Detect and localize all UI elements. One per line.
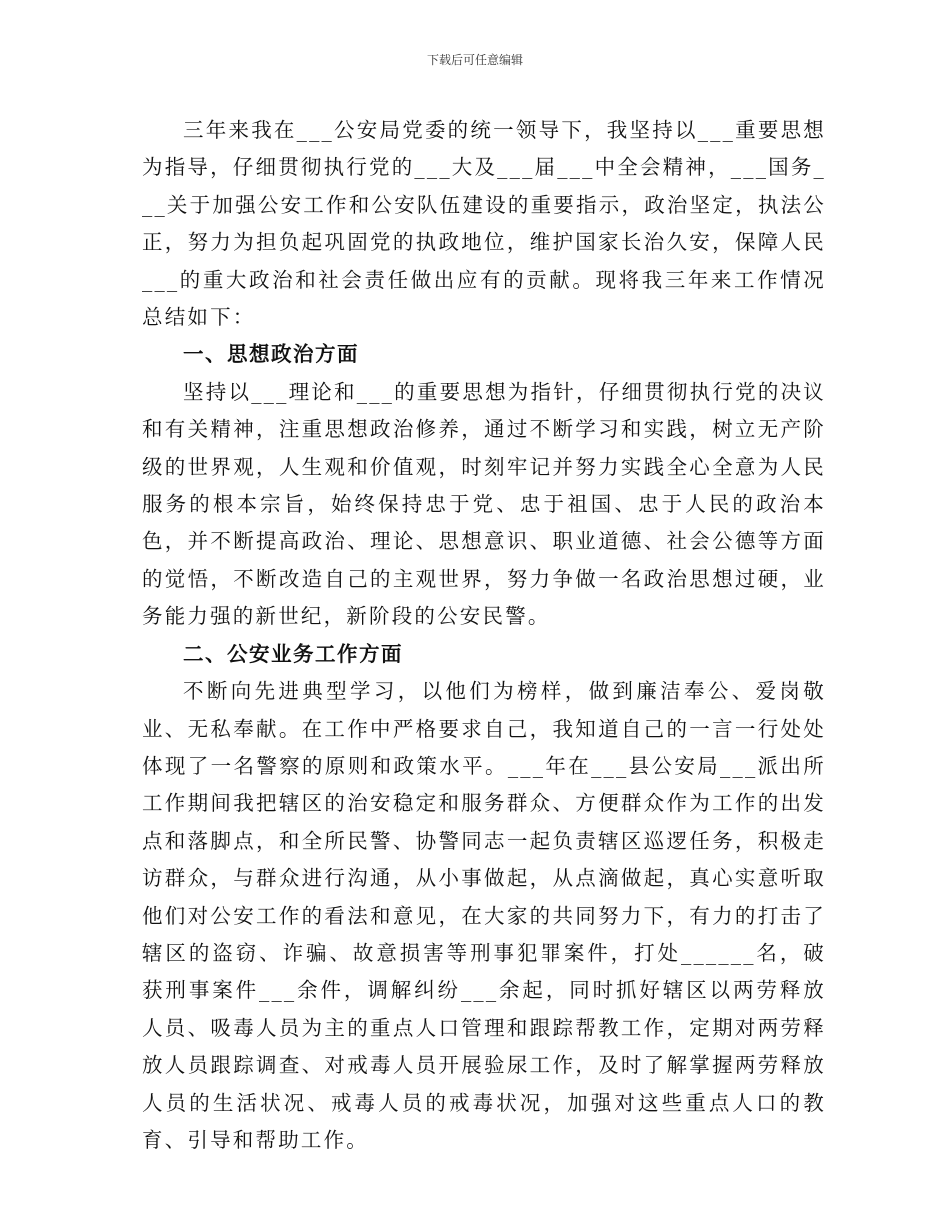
page-header: 下载后可任意编辑 bbox=[426, 53, 523, 67]
section-heading-police-work: 二、公安业务工作方面 bbox=[183, 641, 403, 666]
document-body bbox=[142, 112, 826, 1159]
section-paragraph-police-work: 不断向先进典型学习，以他们为榜样，做到廉洁奉公、爱岗敬业、无私奉献。在工作中严格要求自己，我知道自己的一言一行处处体现了一名警察的原则和政策水平。___年在___县公安局___派出所工作期间我把辖区的治安稳定和服务群众、方便群众作为工作的出发点和落脚点，和全所民警、协警同志一起负责辖区巡逻任务，积极走访群众，与群众进行沟通，从小事做起，从点滴做起，真心实意听取他们对公安工作的看法和意见，在大家的共同努力下，有力的打击了辖区的盗窃、诈骗、故意损害等刑事犯罪案件，打处______名，破获刑事案件___余件，调解纠纷___余起，同时抓好辖区以两劳释放人员、吸毒人员为主的重点人口管理和跟踪帮教工作，定期对两劳释放人员跟踪调查、对戒毒人员开展验尿工作，及时了解掌握两劳释放人员的生活状况、戒毒人员的戒毒状况，加强对这些重点人口的教育、引导和帮助工作。 bbox=[142, 679, 826, 1152]
intro-paragraph: 三年来我在___公安局党委的统一领导下，我坚持以___重要思想为指导，仔细贯彻执行党的___大及___届___中全会精神，___国务___关于加强公安工作和公安队伍建设的重要指示，政治坚定，执法公正，努力为担负起巩固党的执政地位，维护国家长治久安，保障人民___的重大政治和社会责任做出应有的贡献。现将我三年来工作情况总结如下： bbox=[142, 118, 826, 330]
section-heading-ideology: 一、思想政治方面 bbox=[183, 342, 359, 367]
section-paragraph-ideology: 坚持以___理论和___的重要思想为指针，仔细贯彻执行党的决议和有关精神，注重思想政治修养，通过不断学习和实践，树立无产阶级的世界观，人生观和价值观，时刻牢记并努力实践全心全意为人民服务的根本宗旨，始终保持忠于党、忠于祖国、忠于人民的政治本色，并不断提高政治、理论、思想意识、职业道德、社会公德等方面的觉悟，不断改造自己的主观世界，努力争做一名政治思想过硬，业务能力强的新世纪，新阶段的公安民警。 bbox=[142, 379, 826, 629]
